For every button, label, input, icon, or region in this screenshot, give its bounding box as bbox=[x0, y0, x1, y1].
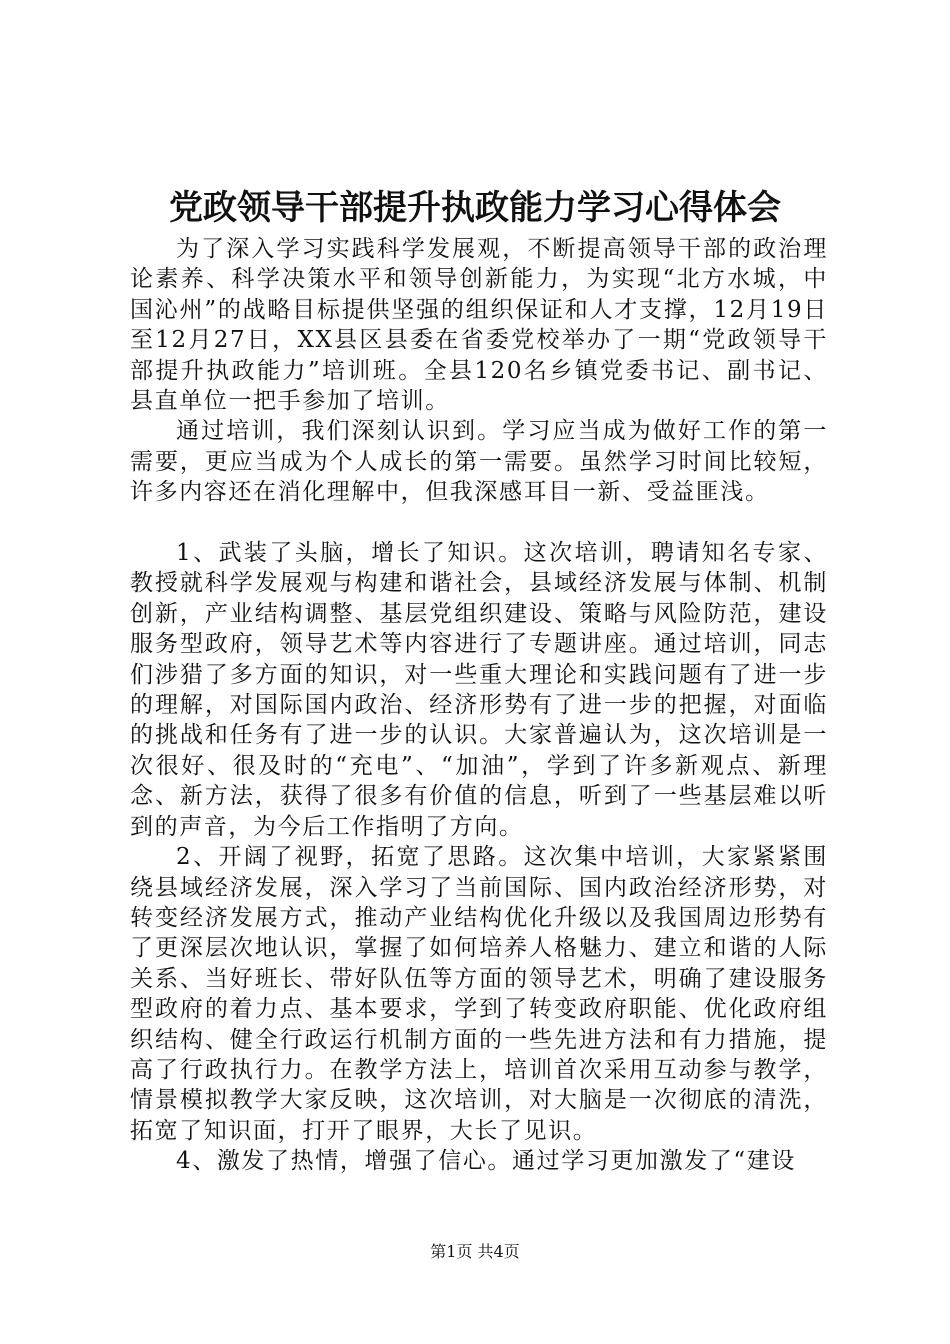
paragraph-spacer bbox=[130, 508, 828, 538]
document-title: 党政领导干部提升执政能力学习心得体会 bbox=[169, 188, 781, 228]
page-footer: 第1页 共4页 bbox=[430, 1242, 520, 1261]
paragraph-point-1: 1、武装了头脑，增长了知识。这次培训，聘请知名专家、教授就科学发展观与构建和谐社会，县域经济发展与体制、机制创新，产业结构调整、基层党组织建设、策略与风险防范，建设服务型政府，领导艺术等内容进行了专题讲座。通过培训，同志们涉猎了多方面的知识，对一些重大理论和实践问题有了进一步的理解，对国际国内政治、经济形势有了进一步的把握，对面临的挑战和任务有了进一步的认识。大家普遍认为，这次培训是一次很好、很及时的“充电”、“加油”，学到了许多新观点、新理念、新方法，获得了很多有价值的信息，听到了一些基层难以听到的声音，为今后工作指明了方向。 bbox=[130, 540, 828, 840]
paragraph-summary: 通过培训，我们深刻认识到。学习应当成为做好工作的第一需要，更应当成为个人成长的第一需要。虽然学习时间比较短，许多内容还在消化理解中，但我深感耳目一新、受益匪浅。 bbox=[130, 418, 828, 506]
paragraph-intro: 为了深入学习实践科学发展观，不断提高领导干部的政治理论素养、科学决策水平和领导创新能力，为实现“北方水城，中国沁州”的战略目标提供坚强的组织保证和人才支撑，12月19日至12月27日，XX县区县委在省委党校举办了一期“党政领导干部提升执政能力”培训班。全县120名乡镇党委书记、副书记、县直单位一把手参加了培训。 bbox=[130, 236, 828, 415]
paragraph-point-4: 4、激发了热情，增强了信心。通过学习更加激发了“建设 bbox=[176, 1148, 796, 1175]
paragraph-point-2: 2、开阔了视野，拓宽了思路。这次集中培训，大家紧紧围绕县域经济发展，深入学习了当前国际、国内政治经济形势，对转变经济发展方式，推动产业结构优化升级以及我国周边形势有了更深层次地认识，掌握了如何培养人格魅力、建立和谐的人际关系、当好班长、带好队伍等方面的领导艺术，明确了建设服务型政府的着力点、基本要求，学到了转变政府职能、优化政府组织结构、健全行政运行机制方面的一些先进方法和有力措施，提高了行政执行力。在教学方法上，培训首次采用互动参与教学，情景模拟教学大家反映，这次培训，对大脑是一次彻底的清洗，拓宽了知识面，打开了眼界，大长了见识。 bbox=[130, 844, 828, 1144]
document-body bbox=[130, 234, 828, 1177]
